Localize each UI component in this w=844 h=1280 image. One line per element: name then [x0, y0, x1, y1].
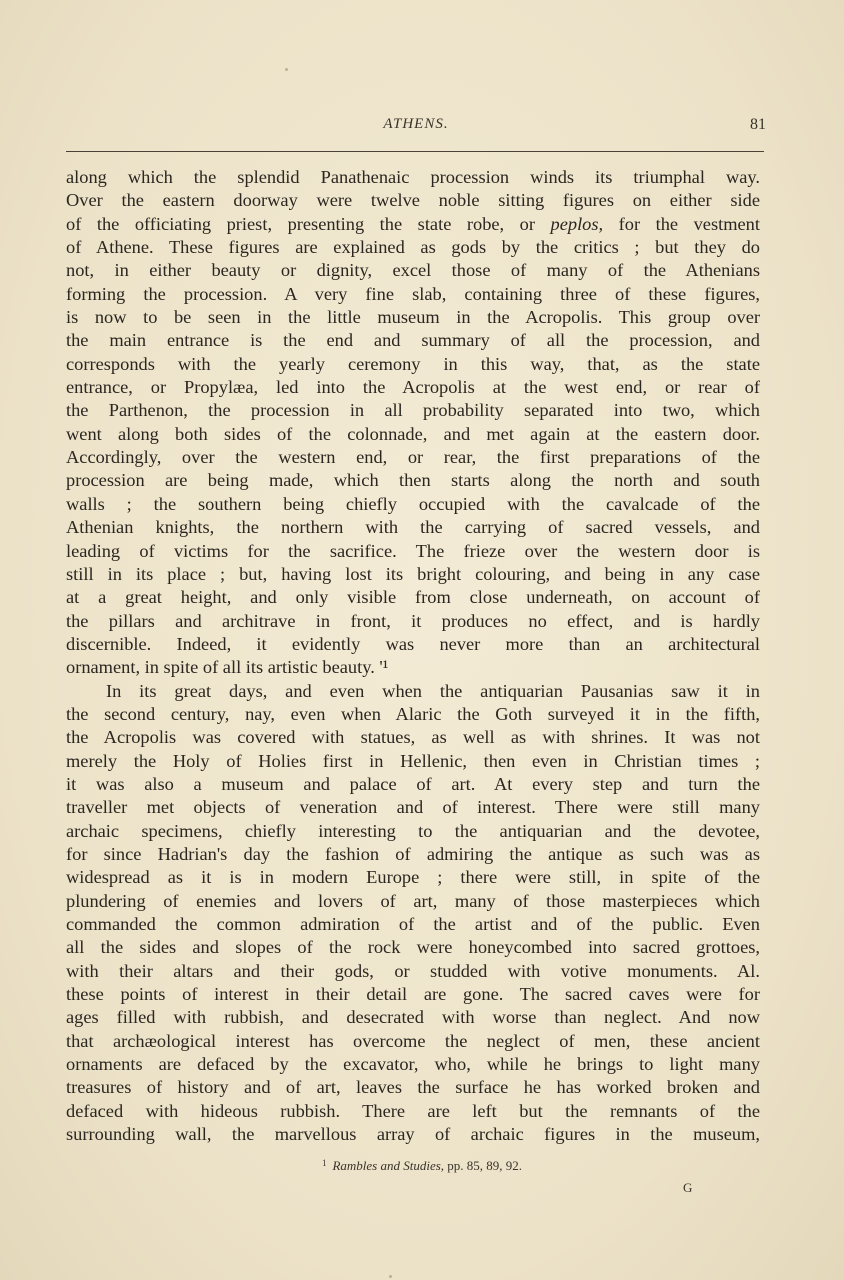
- text-line: entrance, or Propylæa, led into the Acropolis at the west end, or rear of: [66, 377, 760, 398]
- footnote-marker: 1: [321, 1158, 327, 1168]
- text-line: for since Hadrian's day the fashion of admiring the antique as such was as: [66, 843, 760, 864]
- text-line: In its great days, and even when the antiquarian Pausanias saw it in: [106, 680, 760, 701]
- text-line: ornament, in spite of all its artistic beauty. '¹: [66, 657, 389, 678]
- text-line: still in its place ; but, having lost its bright colouring, and being in any case: [66, 563, 760, 584]
- text-line: the main entrance is the end and summary of all the procession, and: [66, 330, 760, 351]
- text-line: the second century, nay, even when Alaric the Goth surveyed it in the fifth,: [66, 703, 760, 724]
- text-line: went along both sides of the colonnade, and met again at the eastern door.: [66, 423, 760, 444]
- footnote-pages: pp. 85, 89, 92.: [444, 1158, 523, 1173]
- text-line: Athenian knights, the northern with the carrying of sacred vessels, and: [66, 517, 760, 538]
- text-line: the pillars and architrave in front, it produces no effect, and is hardly: [66, 610, 760, 631]
- page-number: 81: [750, 116, 766, 133]
- text-line: that archæological interest has overcome the neglect of men, these ancient: [66, 1030, 760, 1051]
- text-line: not, in either beauty or dignity, excel those of many of the Athenians: [66, 260, 760, 281]
- text-line: ages filled with rubbish, and desecrated with worse than neglect. And now: [66, 1007, 760, 1028]
- text-line: of the officiating priest, presenting the state robe, or peplos, for the vestment: [66, 213, 760, 234]
- text-line: the Parthenon, the procession in all probability separated into two, which: [66, 400, 760, 421]
- text-line: these points of interest in their detail are gone. The sacred caves were for: [66, 984, 760, 1005]
- text-line: all the sides and slopes of the rock were honeycombed into sacred grottoes,: [66, 937, 760, 958]
- text-line: corresponds with the yearly ceremony in this way, that, as the state: [66, 353, 760, 374]
- text-line: procession are being made, which then starts along the north and south: [66, 470, 760, 491]
- text-line: commanded the common admiration of the artist and of the public. Even: [66, 914, 760, 934]
- signature-mark: G: [683, 1180, 693, 1195]
- text-line: it was also a museum and palace of art. At every step and turn the: [66, 773, 760, 794]
- text-line: at a great height, and only visible from close underneath, on account of: [66, 587, 760, 608]
- text-line: discernible. Indeed, it evidently was never more than an architectural: [66, 633, 760, 654]
- paper-speck: [389, 1275, 392, 1278]
- text-line: along which the splendid Panathenaic procession winds its triumphal way.: [66, 167, 760, 187]
- text-line: with their altars and their gods, or studded with votive monuments. Al.: [66, 960, 760, 981]
- text-line: plundering of enemies and lovers of art, many of those masterpieces which: [66, 890, 760, 911]
- text-line: the Acropolis was covered with statues, as well as with shrines. It was not: [66, 727, 760, 748]
- text-line: archaic specimens, chiefly interesting to the antiquarian and the devotee,: [66, 820, 760, 841]
- text-line: defaced with hideous rubbish. There are left but the remnants of the: [66, 1100, 760, 1121]
- text-line: traveller met objects of veneration and of interest. There were still many: [66, 797, 760, 818]
- text-line: Over the eastern doorway were twelve noble sitting figures on either side: [66, 190, 760, 211]
- text-line: surrounding wall, the marvellous array of archaic figures in the museum,: [66, 1124, 760, 1145]
- text-line: of Athene. These figures are explained as gods by the critics ; but they do: [66, 237, 760, 258]
- header-rule: [66, 151, 764, 152]
- running-title: ATHENS.: [383, 116, 449, 132]
- paper-speck: [285, 68, 288, 71]
- text-line: leading of victims for the sacrifice. The frieze over the western door is: [66, 540, 760, 561]
- text-line: treasures of history and of art, leaves the surface he has worked broken and: [66, 1077, 760, 1098]
- page-header: [66, 116, 766, 140]
- text-line: Accordingly, over the western end, or rear, the first preparations of the: [66, 447, 760, 468]
- text-line: forming the procession. A very fine slab, containing three of these figures,: [66, 283, 760, 304]
- footnote-title: Rambles and Studies,: [332, 1158, 445, 1173]
- footnote: [0, 1158, 844, 1174]
- text-line: ornaments are defaced by the excavator, who, while he brings to light many: [66, 1054, 760, 1075]
- text-line: walls ; the southern being chiefly occupied with the cavalcade of the: [66, 493, 760, 514]
- body-text: [66, 166, 760, 1146]
- text-line: is now to be seen in the little museum in the Acropolis. This group over: [66, 307, 760, 328]
- text-line: widespread as it is in modern Europe ; there were still, in spite of the: [66, 867, 760, 888]
- text-line: merely the Holy of Holies first in Hellenic, then even in Christian times ;: [66, 750, 760, 771]
